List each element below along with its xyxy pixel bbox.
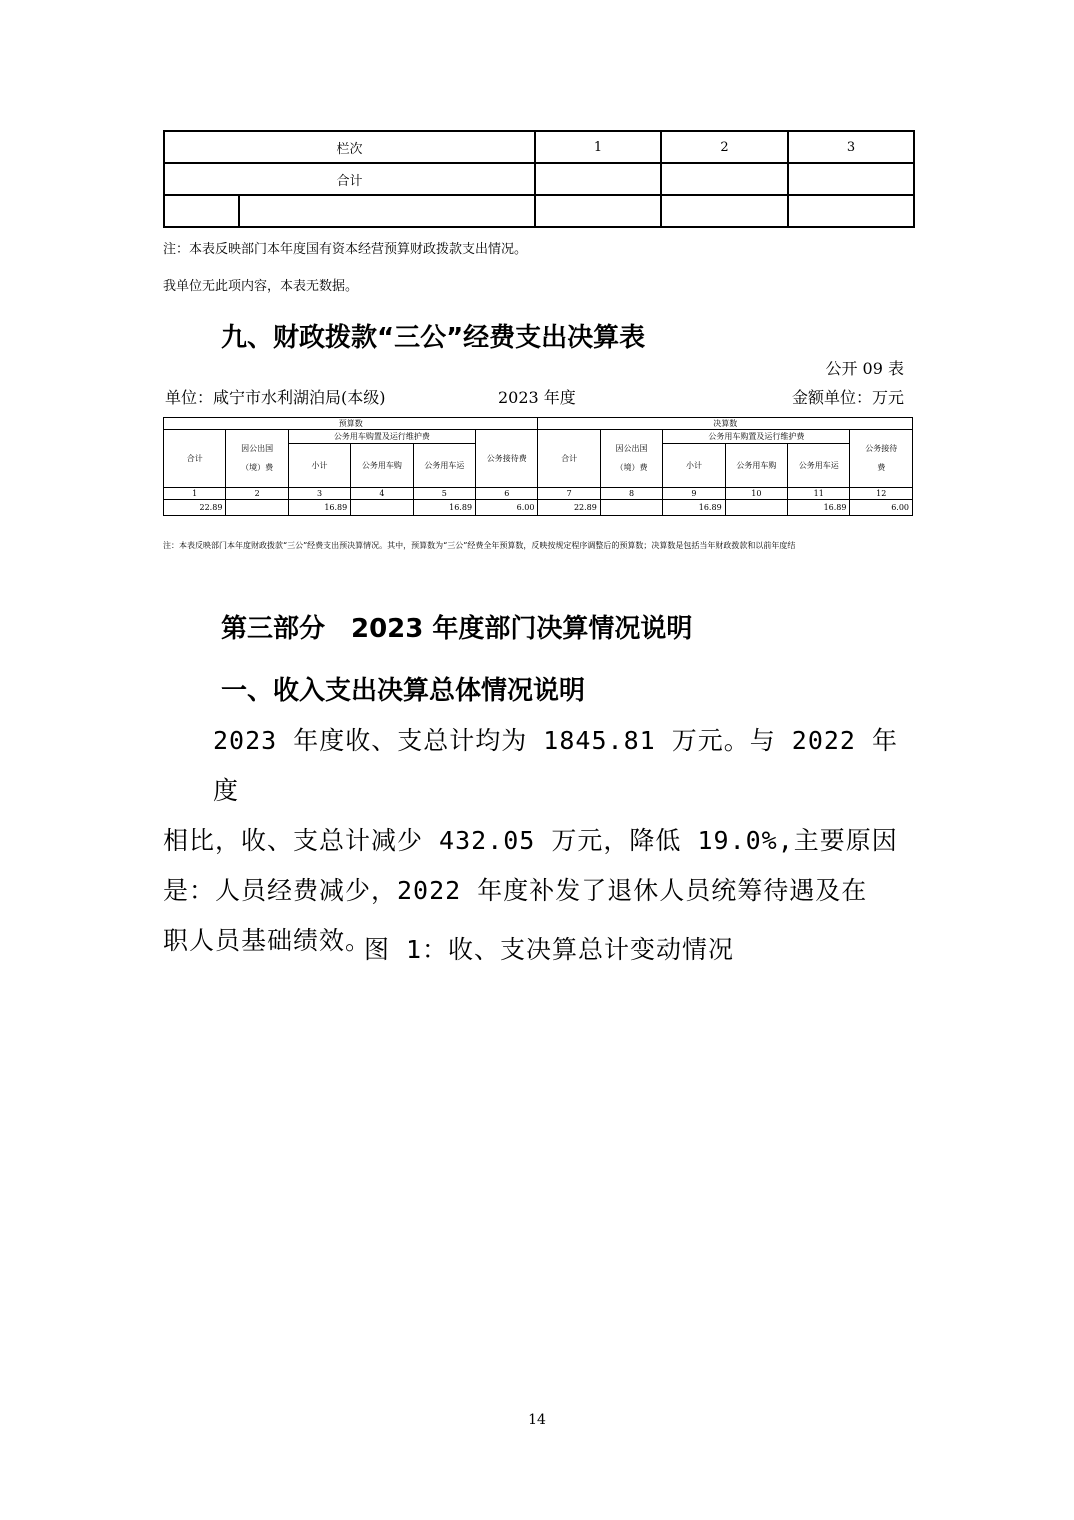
total-label: 合计: [164, 163, 535, 195]
column-number: 9: [663, 488, 725, 500]
three-public-expenses-table: [163, 417, 913, 516]
value-cell: [725, 500, 787, 516]
vehicle-group-header: 公务用车购置及运行维护费: [288, 430, 475, 444]
table-cell: [164, 195, 239, 227]
value-cell: [351, 500, 413, 516]
vehicle-operation-header: 公务用车运: [413, 444, 475, 488]
vehicle-group-header: 公务用车购置及运行维护费: [663, 430, 850, 444]
value-cell: 6.00: [476, 500, 538, 516]
final-header: 决算数: [538, 418, 913, 430]
abroad-header: 因公出国 （境）费: [600, 430, 662, 488]
value-cell: [226, 500, 288, 516]
column-number: 7: [538, 488, 600, 500]
page-number: 14: [528, 1412, 546, 1428]
total-header: 合计: [164, 430, 226, 488]
table-row: [164, 430, 913, 444]
column-number: 3: [288, 488, 350, 500]
capital-budget-table: [163, 130, 915, 228]
column-number: 2: [661, 131, 788, 163]
value-cell: [600, 500, 662, 516]
column-number: 6: [476, 488, 538, 500]
paragraph-line: 是：人员经费减少，2022 年度补发了退休人员统筹待遇及在: [163, 876, 868, 905]
budget-header: 预算数: [164, 418, 538, 430]
column-number: 11: [788, 488, 850, 500]
year-label: 2023 年度: [498, 388, 576, 407]
reception-header: 公务接待 费: [850, 430, 913, 488]
column-number: 2: [226, 488, 288, 500]
abroad-header: 因公出国 （境）费: [226, 430, 288, 488]
subtotal-header: 小计: [288, 444, 350, 488]
column-number: 8: [600, 488, 662, 500]
table2-note: 注：本表反映部门本年度财政拨款“三公”经费支出预决算情况。其中，预算数为“三公”经费全年预算数，反映按规定程序调整后的预算数；决算数是包括当年财政拨款和以前年度结: [163, 541, 796, 550]
subsection-title: 一、收入支出决算总体情况说明: [221, 676, 586, 706]
table-cell: [661, 195, 788, 227]
paragraph-line: 相比，收、支总计减少 432.05 万元，降低 19.0%,主要原因: [163, 826, 898, 855]
value-cell: 16.89: [788, 500, 850, 516]
paragraph-line: 职人员基础绩效。: [163, 926, 372, 955]
value-cell: 22.89: [538, 500, 600, 516]
table-cell: [788, 163, 914, 195]
vehicle-operation-header: 公务用车运: [788, 444, 850, 488]
column-number: 4: [351, 488, 413, 500]
table-cell: [661, 163, 788, 195]
column-number: 5: [413, 488, 475, 500]
table1-no-data-note: 我单位无此项内容，本表无数据。: [163, 279, 359, 294]
section-title: 九、财政拨款“三公”经费支出决算表: [221, 323, 646, 353]
table-row: [164, 131, 914, 163]
table-row: [164, 500, 913, 516]
figure-caption: 图 1：收、支决算总计变动情况: [363, 935, 735, 964]
part-title: 第三部分 2023 年度部门决算情况说明: [221, 614, 693, 644]
table-row: [164, 163, 914, 195]
value-cell: 16.89: [413, 500, 475, 516]
vehicle-purchase-header: 公务用车购: [351, 444, 413, 488]
column-number: 12: [850, 488, 913, 500]
amount-unit-label: 金额单位：万元: [791, 388, 904, 407]
paragraph-line: 2023 年度收、支总计均为 1845.81 万元。与 2022 年度: [213, 726, 899, 805]
table-row: [164, 488, 913, 500]
column-number: 1: [535, 131, 661, 163]
table1-note: 注：本表反映部门本年度国有资本经营预算财政拨款支出情况。: [163, 242, 528, 257]
column-number: 10: [725, 488, 787, 500]
column-header-label: 栏次: [164, 131, 535, 163]
table-cell: [535, 163, 661, 195]
vehicle-purchase-header: 公务用车购: [725, 444, 787, 488]
unit-label: 单位：咸宁市水利湖泊局(本级): [165, 388, 386, 407]
table-cell: [239, 195, 535, 227]
value-cell: 22.89: [164, 500, 226, 516]
value-cell: 16.89: [288, 500, 350, 516]
total-header: 合计: [538, 430, 600, 488]
table-row: [164, 195, 914, 227]
subtotal-header: 小计: [663, 444, 725, 488]
reception-header: 公务接待费: [476, 430, 538, 488]
column-number: 3: [788, 131, 914, 163]
table-cell: [788, 195, 914, 227]
column-number: 1: [164, 488, 226, 500]
form-code: 公开 09 表: [825, 359, 904, 378]
table-row: [164, 418, 913, 430]
value-cell: 16.89: [663, 500, 725, 516]
table-cell: [535, 195, 661, 227]
value-cell: 6.00: [850, 500, 913, 516]
